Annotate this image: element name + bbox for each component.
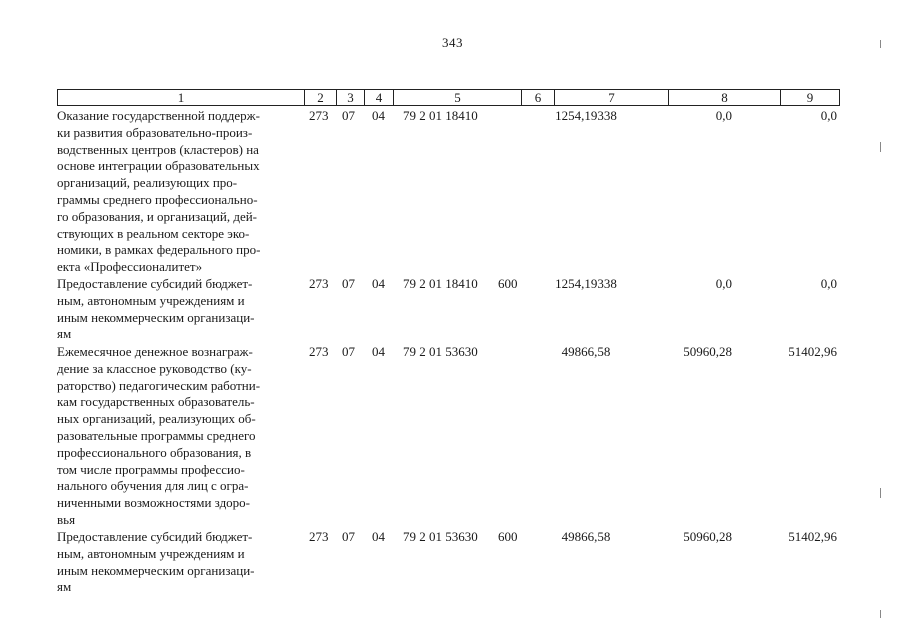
name-line: кам государственных образователь- xyxy=(57,394,255,410)
target-article-code: 79 2 01 53630 xyxy=(403,344,478,359)
name-line: иным некоммерческим организаци- xyxy=(57,309,255,325)
amount-col-9: 51402,96 xyxy=(788,344,837,359)
name-line: дение за классное руководство (ку- xyxy=(57,360,252,376)
page-number: 343 xyxy=(442,35,463,50)
name-line: ным, автономным учреждениям и xyxy=(57,545,245,561)
scan-mark xyxy=(880,142,881,152)
header-cell-8: 8 xyxy=(668,90,780,105)
amount-col-8: 0,0 xyxy=(715,276,732,291)
name-line: ки развития образовательно-произ- xyxy=(57,124,253,140)
header-cell-6: 6 xyxy=(521,90,554,105)
header-cell-1: 1 xyxy=(177,90,185,105)
name-line: екта «Профессионалитет» xyxy=(57,259,203,275)
name-line: Ежемесячное денежное вознаграж- xyxy=(57,344,253,359)
header-cell-9: 9 xyxy=(780,90,839,105)
header-cell-2: 2 xyxy=(304,90,336,105)
amount-col-9: 0,0 xyxy=(820,276,837,291)
name-line: ниченными возможностями здоро- xyxy=(57,495,251,511)
name-line: организаций, реализующих про- xyxy=(57,175,238,191)
row-name xyxy=(57,344,300,529)
expense-type-code: 600 xyxy=(498,276,518,291)
ministry-code: 273 xyxy=(309,344,329,359)
header-cell-5: 5 xyxy=(393,90,521,105)
subsection-code: 04 xyxy=(372,276,385,291)
name-line: граммы среднего профессионально- xyxy=(57,191,258,207)
name-line: ям xyxy=(57,326,72,342)
ministry-code: 273 xyxy=(309,276,329,291)
amount-col-7: 49866,58 xyxy=(561,529,611,544)
amount-col-8: 50960,28 xyxy=(683,344,732,359)
name-line: номики, в рамках федерального про- xyxy=(57,242,261,258)
amount-col-9: 0,0 xyxy=(820,108,837,123)
amount-col-9: 51402,96 xyxy=(788,529,837,544)
name-line: ствующих в реальном секторе эко- xyxy=(57,225,250,241)
name-line: ям xyxy=(57,579,72,595)
name-line: нального обучения для лиц с огра- xyxy=(57,478,249,494)
section-code: 07 xyxy=(342,344,355,359)
name-line: иным некоммерческим организаци- xyxy=(57,562,255,578)
amount-col-7: 1254,19338 xyxy=(555,276,617,291)
section-code: 07 xyxy=(342,529,355,544)
name-line: профессионального образования, в xyxy=(57,444,252,460)
name-line: Предоставление субсидий бюджет- xyxy=(57,276,253,291)
row-name xyxy=(57,276,300,343)
row-name xyxy=(57,108,300,276)
expense-type-code: 600 xyxy=(498,529,518,544)
name-line: вья xyxy=(57,511,76,527)
section-code: 07 xyxy=(342,108,355,123)
name-line: Предоставление субсидий бюджет- xyxy=(57,529,253,544)
section-code: 07 xyxy=(342,276,355,291)
amount-col-8: 0,0 xyxy=(715,108,732,123)
table-header xyxy=(57,89,840,106)
scan-mark xyxy=(880,40,881,48)
name-line: том числе программы профессио- xyxy=(57,461,245,477)
ministry-code: 273 xyxy=(309,108,329,123)
row-name xyxy=(57,529,300,596)
subsection-code: 04 xyxy=(372,344,385,359)
header-cell-7: 7 xyxy=(554,90,668,105)
name-line: ных организаций, реализующих об- xyxy=(57,411,256,427)
amount-col-7: 1254,19338 xyxy=(555,108,617,123)
name-line: разовательные программы среднего xyxy=(57,427,256,443)
amount-col-7: 49866,58 xyxy=(561,344,611,359)
target-article-code: 79 2 01 18410 xyxy=(403,276,478,291)
amount-col-8: 50960,28 xyxy=(683,529,732,544)
scan-mark xyxy=(880,610,881,618)
header-cell-3: 3 xyxy=(336,90,364,105)
scan-mark xyxy=(880,488,881,498)
target-article-code: 79 2 01 53630 xyxy=(403,529,478,544)
name-line: го образования, и организаций, дей- xyxy=(57,208,258,224)
target-article-code: 79 2 01 18410 xyxy=(403,108,478,123)
name-line: основе интеграции образовательных xyxy=(57,158,260,174)
name-line: водственных центров (кластеров) на xyxy=(57,141,259,157)
subsection-code: 04 xyxy=(372,108,385,123)
subsection-code: 04 xyxy=(372,529,385,544)
name-line: раторство) педагогическим работни- xyxy=(57,377,261,393)
name-line: ным, автономным учреждениям и xyxy=(57,292,245,308)
ministry-code: 273 xyxy=(309,529,329,544)
header-cell-4: 4 xyxy=(364,90,393,105)
name-line: Оказание государственной поддерж- xyxy=(57,108,260,123)
